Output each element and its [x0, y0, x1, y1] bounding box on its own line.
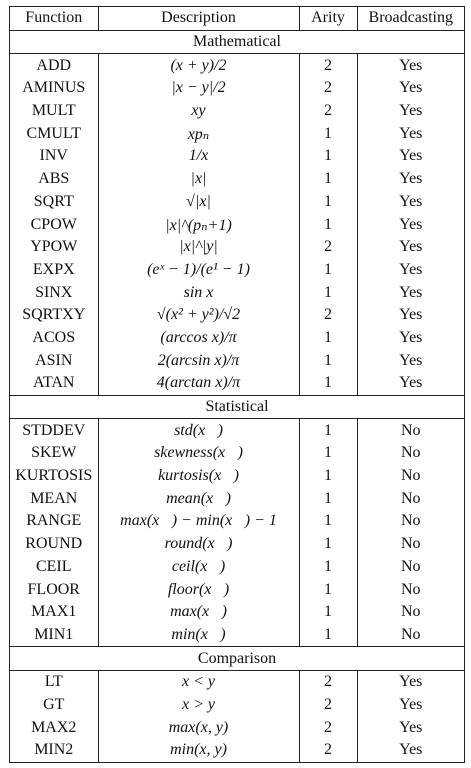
description-cell: min(x⃗)	[98, 624, 299, 647]
section-header-row	[10, 647, 464, 671]
broadcasting-cell: Yes	[399, 192, 423, 210]
broadcasting-cell: Yes	[399, 124, 423, 142]
table-row	[10, 419, 464, 442]
table-row	[10, 716, 464, 739]
table-row	[10, 349, 464, 372]
table-row	[10, 100, 464, 123]
section-title: Comparison	[10, 647, 464, 671]
description-cell: |x − y|/2	[98, 77, 299, 100]
table-header	[10, 7, 464, 30]
function-name-cell: MIN2	[10, 739, 98, 762]
description-cell: 1/x	[98, 145, 299, 168]
header-function: Function	[10, 7, 98, 30]
function-name-cell: GT	[10, 694, 98, 717]
arity-cell: 2	[299, 716, 357, 739]
table-row	[10, 487, 464, 510]
description-cell: min(x, y)	[98, 739, 299, 762]
function-name-cell: MEAN	[10, 487, 98, 510]
description-cell: floor(x⃗)	[98, 578, 299, 601]
description-cell: |x|^(pₙ+1)	[98, 213, 299, 236]
function-name-cell: CPOW	[10, 213, 98, 236]
description-cell: max(x, y)	[98, 716, 299, 739]
broadcasting-cell: Yes	[399, 215, 423, 233]
broadcasting-cell: No	[400, 603, 421, 621]
table-row	[10, 77, 464, 100]
function-name-cell: KURTOSIS	[10, 465, 98, 488]
arity-cell: 1	[299, 487, 357, 510]
arity-cell: 1	[299, 601, 357, 624]
table-row	[10, 670, 464, 693]
function-name-cell: STDDEV	[10, 419, 98, 442]
broadcasting-cell: No	[400, 625, 421, 643]
arity-cell: 1	[299, 349, 357, 372]
description-cell: x < y	[98, 670, 299, 693]
table-row	[10, 259, 464, 282]
table-row	[10, 213, 464, 236]
broadcasting-cell: Yes	[399, 238, 423, 256]
arity-cell: 1	[299, 510, 357, 533]
function-name-cell: CEIL	[10, 556, 98, 579]
function-name-cell: ABS	[10, 168, 98, 191]
arity-cell: 1	[299, 578, 357, 601]
arity-cell: 1	[299, 442, 357, 465]
function-name-cell: CMULT	[10, 122, 98, 145]
section-header-row	[10, 30, 464, 54]
description-cell: x > y	[98, 694, 299, 717]
description-cell: 4(arctan x)/π	[98, 372, 299, 395]
broadcasting-cell: No	[400, 421, 421, 439]
arity-cell: 1	[299, 327, 357, 350]
header-description: Description	[98, 7, 299, 30]
description-cell: (x + y)/2	[98, 54, 299, 77]
arity-cell: 2	[299, 670, 357, 693]
function-name-cell: ATAN	[10, 372, 98, 395]
description-cell: mean(x⃗)	[98, 487, 299, 510]
description-cell: √|x|	[98, 191, 299, 214]
description-cell: sin x	[98, 281, 299, 304]
description-cell: max(x⃗)	[98, 601, 299, 624]
function-name-cell: SINX	[10, 281, 98, 304]
function-name-cell: RANGE	[10, 510, 98, 533]
broadcasting-cell: No	[400, 444, 421, 462]
description-cell: |x|	[98, 168, 299, 191]
arity-cell: 1	[299, 419, 357, 442]
function-name-cell: INV	[10, 145, 98, 168]
function-name-cell: AMINUS	[10, 77, 98, 100]
broadcasting-cell: Yes	[399, 351, 423, 369]
description-cell: std(x⃗)	[98, 419, 299, 442]
table-row	[10, 465, 464, 488]
description-cell: 2(arcsin x)/π	[98, 349, 299, 372]
arity-cell: 1	[299, 168, 357, 191]
arity-cell: 1	[299, 533, 357, 556]
broadcasting-cell: Yes	[399, 673, 423, 691]
table-row	[10, 191, 464, 214]
table-row	[10, 122, 464, 145]
function-table	[10, 7, 464, 762]
function-name-cell: SQRTXY	[10, 304, 98, 327]
header-broadcasting: Broadcasting	[357, 7, 464, 30]
table-row	[10, 694, 464, 717]
arity-cell: 2	[299, 77, 357, 100]
broadcasting-cell: Yes	[399, 56, 423, 74]
broadcasting-cell: Yes	[399, 260, 423, 278]
description-cell: √(x² + y²)/√2	[98, 304, 299, 327]
broadcasting-cell: Yes	[399, 306, 423, 324]
broadcasting-cell: Yes	[399, 374, 423, 392]
broadcasting-cell: Yes	[399, 170, 423, 188]
description-cell: ceil(x⃗)	[98, 556, 299, 579]
broadcasting-cell: No	[400, 512, 421, 530]
function-name-cell: EXPX	[10, 259, 98, 282]
table-row	[10, 442, 464, 465]
broadcasting-cell: No	[400, 580, 421, 598]
function-name-cell: MULT	[10, 100, 98, 123]
function-name-cell: MAX1	[10, 601, 98, 624]
table-row	[10, 145, 464, 168]
description-cell: xy	[98, 100, 299, 123]
section-title: Mathematical	[10, 30, 464, 54]
broadcasting-cell: No	[400, 535, 421, 553]
table-body	[10, 30, 464, 762]
broadcasting-cell: Yes	[399, 102, 423, 120]
function-name-cell: LT	[10, 670, 98, 693]
broadcasting-cell: Yes	[399, 718, 423, 736]
arity-cell: 1	[299, 281, 357, 304]
arity-cell: 1	[299, 122, 357, 145]
arity-cell: 2	[299, 54, 357, 77]
function-name-cell: MAX2	[10, 716, 98, 739]
table-row	[10, 236, 464, 259]
table-row	[10, 739, 464, 762]
table-row	[10, 601, 464, 624]
broadcasting-cell: No	[400, 489, 421, 507]
description-cell: (arccos x)/π	[98, 327, 299, 350]
function-name-cell: SQRT	[10, 191, 98, 214]
arity-cell: 1	[299, 145, 357, 168]
table-row	[10, 281, 464, 304]
function-table-container	[9, 6, 465, 763]
table-row	[10, 556, 464, 579]
arity-cell: 2	[299, 304, 357, 327]
arity-cell: 1	[299, 372, 357, 395]
table-row	[10, 327, 464, 350]
description-cell: round(x⃗)	[98, 533, 299, 556]
arity-cell: 1	[299, 191, 357, 214]
arity-cell: 1	[299, 465, 357, 488]
function-name-cell: ACOS	[10, 327, 98, 350]
broadcasting-cell: Yes	[399, 147, 423, 165]
arity-cell: 2	[299, 739, 357, 762]
description-cell: skewness(x⃗)	[98, 442, 299, 465]
broadcasting-cell: Yes	[399, 283, 423, 301]
function-name-cell: YPOW	[10, 236, 98, 259]
function-name-cell: FLOOR	[10, 578, 98, 601]
arity-cell: 1	[299, 213, 357, 236]
table-row	[10, 54, 464, 77]
broadcasting-cell: Yes	[399, 695, 423, 713]
broadcasting-cell: No	[400, 467, 421, 485]
section-title: Statistical	[10, 395, 464, 419]
header-arity: Arity	[299, 7, 357, 30]
arity-cell: 1	[299, 556, 357, 579]
section-header-row	[10, 395, 464, 419]
broadcasting-cell: Yes	[399, 328, 423, 346]
function-name-cell: ADD	[10, 54, 98, 77]
arity-cell: 1	[299, 259, 357, 282]
arity-cell: 2	[299, 236, 357, 259]
description-cell: (eˣ − 1)/(e¹ − 1)	[98, 259, 299, 282]
function-name-cell: SKEW	[10, 442, 98, 465]
broadcasting-cell: Yes	[399, 741, 423, 759]
table-row	[10, 624, 464, 647]
table-row	[10, 168, 464, 191]
broadcasting-cell: Yes	[399, 79, 423, 97]
table-row	[10, 533, 464, 556]
table-row	[10, 372, 464, 395]
table-row	[10, 510, 464, 533]
function-name-cell: MIN1	[10, 624, 98, 647]
table-row	[10, 578, 464, 601]
description-cell: kurtosis(x⃗)	[98, 465, 299, 488]
description-cell: max(x⃗) − min(x⃗) − 1	[98, 510, 299, 533]
function-name-cell: ROUND	[10, 533, 98, 556]
function-name-cell: ASIN	[10, 349, 98, 372]
description-cell: xpₙ	[98, 122, 299, 145]
description-cell: |x|^|y|	[98, 236, 299, 259]
arity-cell: 2	[299, 694, 357, 717]
broadcasting-cell: No	[400, 557, 421, 575]
table-row	[10, 304, 464, 327]
arity-cell: 1	[299, 624, 357, 647]
arity-cell: 2	[299, 100, 357, 123]
header-row	[10, 7, 464, 30]
